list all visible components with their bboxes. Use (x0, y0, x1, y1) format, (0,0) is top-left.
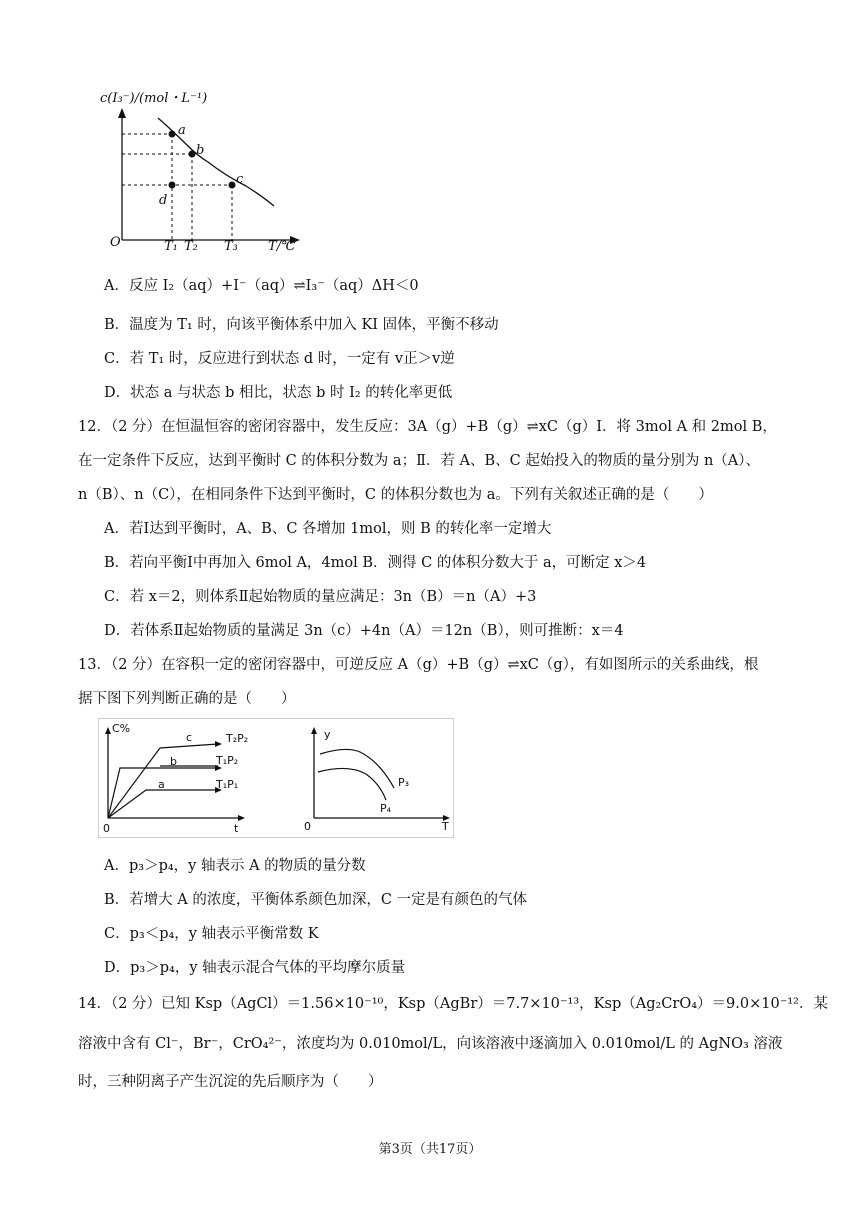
fig2-curve-p4 (318, 768, 386, 800)
fig2-right-origin: 0 (304, 820, 311, 833)
q12-stem-line2: 在一定条件下反应，达到平衡时 C 的体积分数为 a；Ⅱ．若 A、B、C 起始投入的物质的量分别为 n（A）、 (78, 453, 761, 469)
fig2-legend-t2p2: T₂P₂ (226, 732, 249, 745)
q12-option-a: A．若Ⅰ达到平衡时，A、B、C 各增加 1mol，则 B 的转化率一定增大 (104, 521, 552, 537)
fig1-xlabel: T/℃ (268, 239, 296, 254)
fig1-point-b (189, 151, 196, 158)
fig1-y-arrow (118, 108, 126, 118)
fig2-label-a: a (158, 778, 165, 791)
fig1-point-d (169, 182, 176, 189)
q13-option-d: D．p₃＞p₄，y 轴表示混合气体的平均摩尔质量 (104, 960, 406, 976)
fig2-label-p3: P₃ (398, 776, 410, 789)
q14-stem-line3: 时，三种阴离子产生沉淀的先后顺序为（ ） (78, 1074, 383, 1090)
fig2-label-p4: P₄ (380, 802, 392, 815)
fig1-label-a: a (178, 123, 186, 138)
q11-option-d: D．状态 a 与状态 b 相比，状态 b 时 I₂ 的转化率更低 (104, 385, 453, 401)
q13-option-c: C．p₃＜p₄，y 轴表示平衡常数 K (104, 926, 319, 942)
fig2-curve-a (108, 790, 218, 818)
fig2-arrow-b (215, 741, 222, 747)
fig1-tick-t2: T₂ (184, 239, 198, 254)
q12-stem-line1: 12．（2 分）在恒温恒容的密闭容器中，发生反应：3A（g）+B（g）⇌xC（g）Ⅰ．将 3mol A 和 2mol B， (78, 419, 777, 435)
fig1-ylabel: c(I₃⁻)/(mol・L⁻¹) (100, 91, 208, 106)
fig2-label-c: c (186, 731, 193, 744)
q11-option-a: A．反应 I₂（aq）+I⁻（aq）⇌I₃⁻（aq）ΔH＜0 (104, 278, 419, 294)
fig1-tick-t1: T₁ (164, 239, 178, 254)
q14-stem-line2: 溶液中含有 Cl⁻，Br⁻，CrO₄²⁻，浓度均为 0.010mol/L，向该溶液中逐滴加入 0.010mol/L 的 AgNO₃ 溶液 (78, 1036, 783, 1052)
q11-option-c: C．若 T₁ 时，反应进行到状态 d 时，一定有 v正＞v逆 (104, 351, 455, 367)
q12-option-c: C．若 x＝2，则体系Ⅱ起始物质的量应满足：3n（B）＝n（A）+3 (104, 589, 537, 605)
fig2-left-origin: 0 (103, 822, 110, 835)
q11-option-b: B．温度为 T₁ 时，向该平衡体系中加入 KI 固体，平衡不移动 (104, 317, 499, 333)
fig2-label-b: b (170, 755, 177, 768)
q13-stem-line1: 13．（2 分）在容积一定的密闭容器中，可逆反应 A（g）+B（g）⇌xC（g），有如图所示的关系曲线，根 (78, 657, 759, 673)
fig1-origin: O (110, 235, 121, 250)
figure-c-percent-and-y (98, 718, 454, 838)
figure-concentration-temperature (96, 84, 316, 256)
q13-option-b: B．若增大 A 的浓度，平衡体系颜色加深，C 一定是有颜色的气体 (104, 892, 528, 908)
fig1-point-c (229, 182, 236, 189)
q13-option-a: A．p₃＞p₄，y 轴表示 A 的物质的量分数 (104, 858, 366, 874)
q12-option-b: B．若向平衡Ⅰ中再加入 6mol A，4mol B．测得 C 的体积分数大于 a，可断定 x＞4 (104, 555, 647, 571)
fig1-label-d: d (159, 193, 168, 208)
fig2-right-xlabel: T (442, 820, 449, 833)
fig1-point-a (169, 131, 176, 138)
fig2-right-y-arrow (311, 727, 317, 734)
fig1-label-b: b (196, 143, 205, 158)
q12-option-d: D．若体系Ⅱ起始物质的量满足 3n（c）+4n（A）＝12n（B），则可推断：x＝4 (104, 623, 624, 639)
fig2-left-xlabel: t (234, 822, 239, 835)
fig2-legend-t1p1: T₁P₁ (216, 778, 239, 791)
fig2-right-ylabel: y (324, 728, 331, 741)
fig2-left-x-arrow (238, 815, 245, 821)
fig2-left-y-arrow (105, 727, 111, 734)
q14-stem-line1: 14．（2 分）已知 Ksp（AgCl）＝1.56×10⁻¹⁰，Ksp（AgBr）＝7.7×10⁻¹³，Ksp（Ag₂CrO₄）＝9.0×10⁻¹²．某 (78, 996, 828, 1012)
fig2-curve-c (108, 768, 218, 818)
page-footer: 第3页（共17页） (378, 1142, 482, 1157)
q12-stem-line3: n（B）、n（C），在相同条件下达到平衡时，C 的体积分数也为 a。下列有关叙述正确的是（ ） (78, 487, 713, 503)
fig2-left-ylabel: C% (112, 722, 131, 735)
q13-stem-line2: 据下图下列判断正确的是（ ） (78, 691, 296, 707)
fig1-tick-t3: T₃ (224, 239, 238, 254)
fig1-curve (158, 118, 274, 206)
fig1-label-c: c (236, 172, 244, 187)
fig2-legend-t1p2: T₁P₂ (216, 754, 239, 767)
